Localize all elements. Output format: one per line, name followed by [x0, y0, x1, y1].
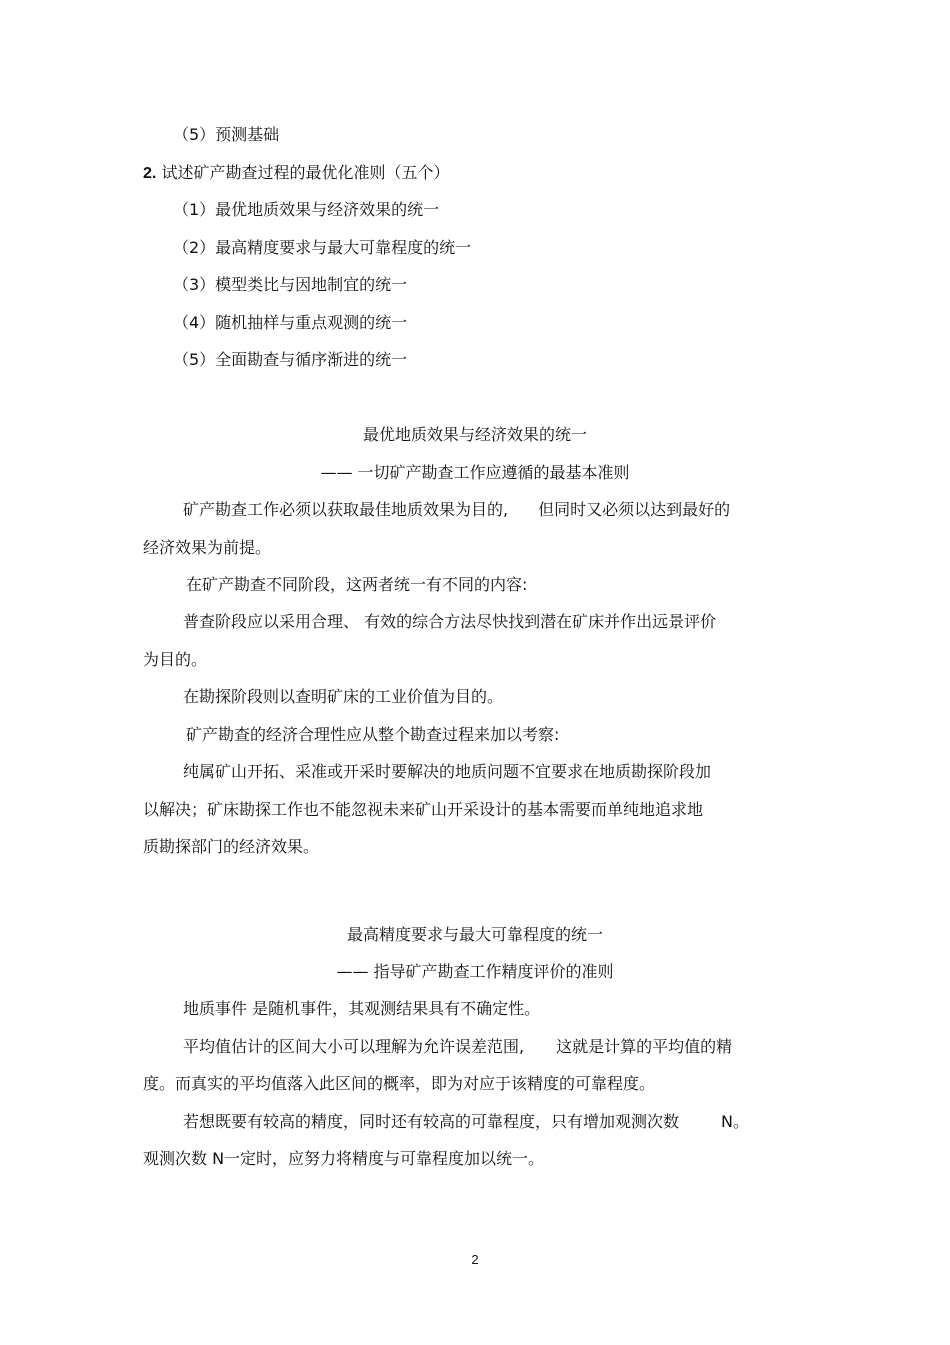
paragraph-line: 在勘探阶段则以查明矿床的工业价值为目的。: [183, 687, 504, 706]
question-heading: [143, 163, 449, 183]
list-item: （5）预测基础: [173, 125, 280, 144]
text-segment: 这就是计算的平均值的精: [556, 1037, 733, 1056]
text-segment: 若想既要有较高的精度，同时还有较高的可靠程度，只有增加观测次数: [183, 1112, 680, 1131]
paragraph-line: 矿产勘查的经济合理性应从整个勘查过程来加以考察:: [186, 725, 560, 744]
text-segment: N。: [721, 1112, 749, 1131]
paragraph-line: 为目的。: [143, 650, 208, 669]
paragraph-line: 观测次数 N一定时，应努力将精度与可靠程度加以统一。: [143, 1149, 545, 1168]
question-number: 2.: [143, 165, 157, 182]
paragraph-line: 纯属矿山开拓、采准或开采时要解决的地质问题不宜要求在地质勘探阶段加: [183, 762, 712, 781]
paragraph-line: 以解决；矿床勘探工作也不能忽视未来矿山开采设计的基本需要而单纯地追求地: [143, 800, 704, 819]
list-item: （1）最优地质效果与经济效果的统一: [173, 200, 440, 219]
paragraph-line: 质勘探部门的经济效果。: [143, 837, 320, 856]
list-item: （2）最高精度要求与最大可靠程度的统一: [173, 238, 472, 257]
paragraph-line: 经济效果为前提。: [143, 538, 272, 557]
section-title: 最高精度要求与最大可靠程度的统一: [346, 925, 603, 944]
text-segment: 但同时又必须以达到最好的: [538, 500, 731, 519]
paragraph-line: 度。而真实的平均值落入此区间的概率，即为对应于该精度的可靠程度。: [143, 1074, 656, 1093]
text-segment: 平均值估计的区间大小可以理解为允许误差范围,: [183, 1037, 525, 1056]
section-subtitle: —— 一切矿产勘查工作应遵循的最基本准则: [320, 463, 630, 482]
paragraph-line: [183, 1037, 732, 1057]
paragraph-line: 普查阶段应以采用合理、 有效的综合方法尽快找到潜在矿床并作出远景评价: [183, 612, 717, 631]
text-segment: 矿产勘查工作必须以获取最佳地质效果为目的,: [183, 500, 509, 519]
paragraph-line: [183, 500, 730, 520]
paragraph-line: [183, 1112, 749, 1132]
paragraph-line: 在矿产勘查不同阶段，这两者统一有不同的内容:: [186, 575, 528, 594]
section-subtitle: —— 指导矿产勘查工作精度评价的准则: [336, 962, 614, 981]
question-text: 试述矿产勘查过程的最优化准则（五个）: [161, 163, 450, 182]
list-item: （4）随机抽样与重点观测的统一: [173, 313, 408, 332]
list-item: （5）全面勘查与循序渐进的统一: [173, 350, 408, 369]
section-title: 最优地质效果与经济效果的统一: [362, 425, 587, 444]
page-number: 2: [471, 1252, 479, 1267]
list-item: （3）模型类比与因地制宜的统一: [173, 275, 408, 294]
paragraph-line: 地质事件 是随机事件，其观测结果具有不确定性。: [183, 999, 541, 1018]
